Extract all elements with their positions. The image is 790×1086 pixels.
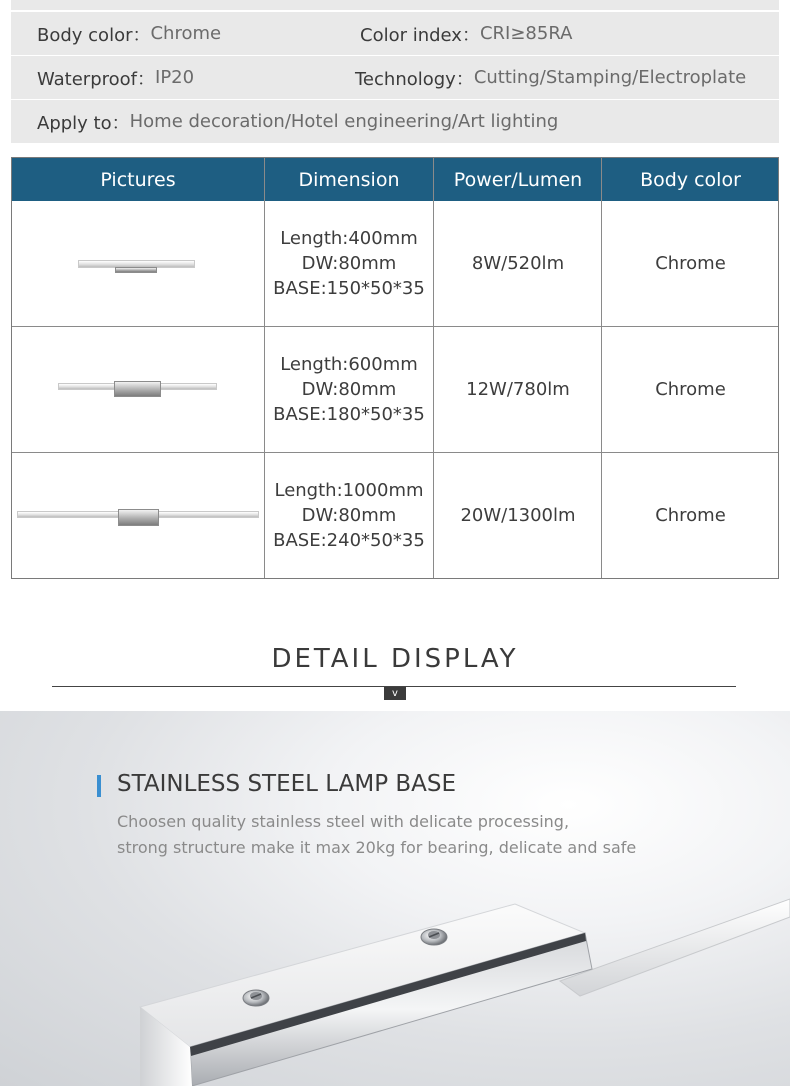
table-row-2-color: Chrome xyxy=(655,379,726,400)
chevron-down-icon: v xyxy=(384,687,406,700)
product-table xyxy=(11,157,779,579)
showcase-desc-line-2: strong structure make it max 20kg for bearing, delicate and safe xyxy=(117,838,637,857)
dimension-length: Length:1000mm xyxy=(274,480,424,501)
spec-top-strip xyxy=(11,0,779,10)
dimension-dw: DW:80mm xyxy=(301,379,397,400)
spec-label: Technology： xyxy=(355,68,474,90)
dimension-base: BASE:240*50*35 xyxy=(273,530,425,551)
spec-label: Waterproof： xyxy=(37,68,156,90)
spec-label: Body color： xyxy=(37,24,151,46)
header-dimension: Dimension xyxy=(298,168,400,191)
table-row-3-dimension xyxy=(265,453,433,578)
table-row-3-color: Chrome xyxy=(655,505,726,526)
header-power-lumen: Power/Lumen xyxy=(453,168,583,191)
table-header xyxy=(12,158,778,201)
header-body-color: Body color xyxy=(640,168,741,191)
showcase-title: STAINLESS STEEL LAMP BASE xyxy=(117,771,457,797)
dimension-dw: DW:80mm xyxy=(301,505,397,526)
table-row-1-color: Chrome xyxy=(655,253,726,274)
light-bar xyxy=(560,899,790,996)
lamp-base-photo xyxy=(0,711,790,1086)
table-row-2-power: 12W/780lm xyxy=(466,379,570,400)
spec-body-color xyxy=(37,12,221,55)
lamp-base-showcase xyxy=(0,711,790,1086)
header-pictures: Pictures xyxy=(100,168,176,191)
table-row-1-dimension xyxy=(265,201,433,326)
lamp-1000-picture xyxy=(12,453,264,578)
dimension-base: BASE:150*50*35 xyxy=(273,278,425,299)
spec-label: Color index： xyxy=(360,24,480,46)
screw-icon xyxy=(243,990,269,1006)
table-row-2-dimension xyxy=(265,327,433,452)
table-row-1-power: 8W/520lm xyxy=(471,253,565,274)
showcase-desc-line-1: Choosen quality stainless steel with delicate processing, xyxy=(117,812,570,831)
spec-value: CRI≥85RA xyxy=(479,23,573,44)
spec-color-index xyxy=(360,12,572,55)
dimension-length: Length:600mm xyxy=(280,354,418,375)
screw-icon xyxy=(421,929,447,945)
spec-value: IP20 xyxy=(155,67,195,88)
dimension-base: BASE:180*50*35 xyxy=(273,404,425,425)
dimension-length: Length:400mm xyxy=(280,228,418,249)
dimension-dw: DW:80mm xyxy=(301,253,397,274)
spec-label: Apply to： xyxy=(37,112,130,134)
spec-apply-to xyxy=(37,100,558,143)
lamp-400-picture xyxy=(12,201,264,326)
spec-waterproof xyxy=(37,56,194,99)
spec-value: Home decoration/Hotel engineering/Art lighting xyxy=(129,111,559,132)
spec-row-waterproof xyxy=(11,56,779,99)
table-row-3-power: 20W/1300lm xyxy=(460,505,576,526)
lamp-base xyxy=(114,381,161,397)
detail-display-title: DETAIL DISPLAY xyxy=(271,644,519,674)
lamp-base xyxy=(115,267,157,273)
spec-technology xyxy=(355,56,746,99)
spec-row-body-color xyxy=(11,12,779,55)
lamp-base xyxy=(118,509,159,526)
spec-value: Chrome xyxy=(150,23,222,44)
spec-row-apply-to xyxy=(11,100,779,143)
spec-value: Cutting/Stamping/Electroplate xyxy=(473,67,747,88)
lamp-600-picture xyxy=(12,327,264,452)
